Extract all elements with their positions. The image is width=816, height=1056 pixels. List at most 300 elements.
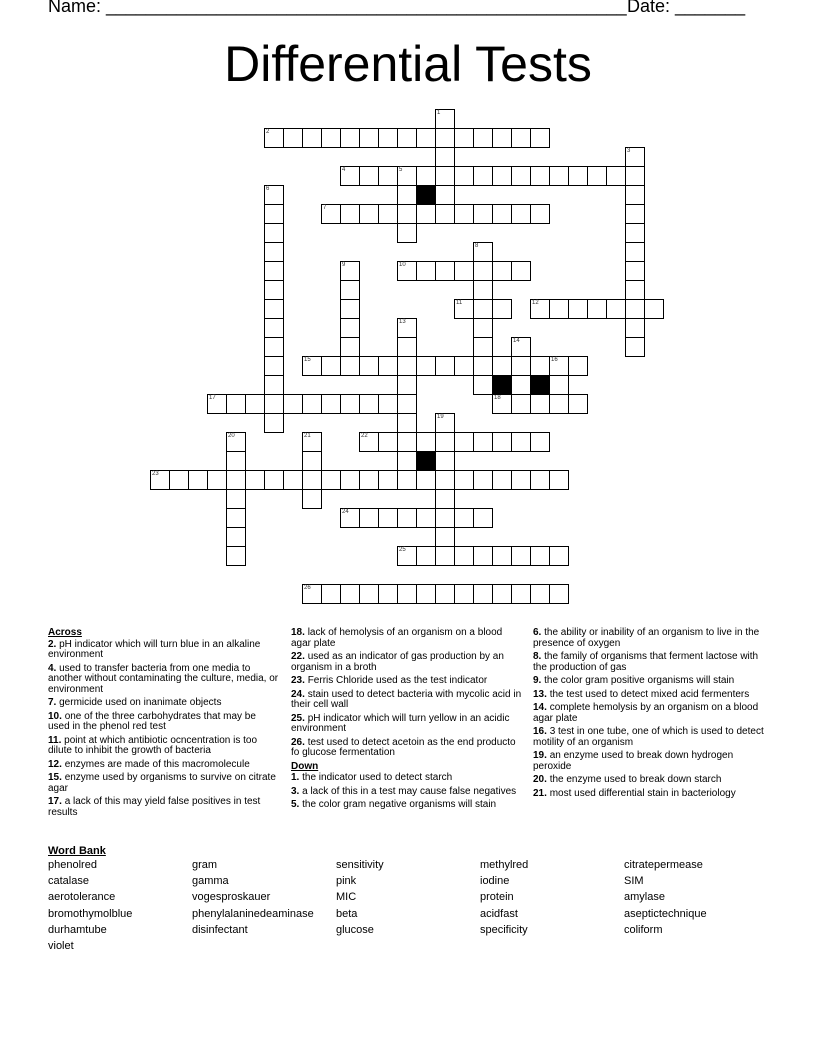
crossword-cell[interactable]	[492, 432, 512, 452]
crossword-cell[interactable]	[625, 280, 645, 300]
crossword-cell[interactable]	[568, 166, 588, 186]
clue-num: 1.	[291, 772, 300, 783]
crossword-cell[interactable]	[530, 166, 550, 186]
crossword-cell[interactable]	[435, 489, 455, 509]
clue-num: 10.	[48, 710, 62, 722]
clue-num: 9.	[533, 675, 542, 686]
clue-text: pH indicator which will turn yellow in an acidic environment	[291, 712, 510, 734]
clue-item	[48, 760, 280, 771]
date-field-label: Date: _______	[627, 0, 746, 16]
clue-text: the test used to detect mixed acid fermenters	[549, 688, 750, 700]
crossword-cell[interactable]	[473, 261, 493, 281]
clue-num: 25.	[291, 712, 305, 724]
crossword-cell[interactable]	[511, 337, 531, 357]
crossword-cell[interactable]	[397, 470, 417, 490]
crossword-cell[interactable]	[549, 546, 569, 566]
crossword-cell[interactable]	[511, 432, 531, 452]
crossword-cell[interactable]	[226, 470, 246, 490]
crossword-cell[interactable]	[321, 128, 341, 148]
crossword-cell[interactable]	[511, 546, 531, 566]
crossword-cell[interactable]	[226, 394, 246, 414]
crossword-cell[interactable]	[625, 204, 645, 224]
crossword-cell[interactable]	[378, 204, 398, 224]
crossword-cell[interactable]	[473, 318, 493, 338]
clue-num: 13.	[533, 688, 547, 700]
crossword-cell[interactable]	[530, 204, 550, 224]
crossword-cell[interactable]	[492, 128, 512, 148]
crossword-cell[interactable]	[511, 470, 531, 490]
clue-num: 12.	[48, 758, 62, 770]
clue-text: stain used to detect bacteria with mycolic acid in their cell wall	[291, 688, 522, 710]
clue-num: 5.	[291, 799, 300, 810]
clue-number: 21	[304, 433, 311, 439]
crossword-cell[interactable]	[397, 432, 417, 452]
crossword-cell[interactable]	[264, 242, 284, 262]
crossword-cell[interactable]	[435, 128, 455, 148]
crossword-cell[interactable]	[226, 432, 246, 452]
crossword-cell[interactable]	[416, 261, 436, 281]
clue-text: a lack of this in a test may cause false negatives	[302, 785, 517, 797]
word-bank-item: acidfast	[480, 907, 518, 920]
clue-item	[291, 676, 523, 687]
crossword-cell[interactable]	[359, 432, 379, 452]
crossword-cell[interactable]	[245, 470, 265, 490]
clues-column-2	[291, 628, 523, 814]
crossword-cell[interactable]	[397, 261, 417, 281]
word-bank-item: pink	[336, 875, 357, 888]
crossword-cell[interactable]	[321, 204, 341, 224]
crossword-cell[interactable]	[321, 356, 341, 376]
crossword-cell[interactable]	[359, 508, 379, 528]
crossword-cell[interactable]	[340, 394, 360, 414]
crossword-cell[interactable]	[454, 166, 474, 186]
clue-num: 22.	[291, 651, 305, 662]
crossword-cell[interactable]	[397, 451, 417, 471]
crossword-cell[interactable]	[397, 128, 417, 148]
crossword-cell[interactable]	[416, 546, 436, 566]
crossword-cell[interactable]	[397, 394, 417, 414]
clue-number: 13	[399, 319, 406, 325]
clue-number: 18	[494, 395, 501, 401]
crossword-cell[interactable]	[435, 166, 455, 186]
crossword-cell[interactable]	[359, 394, 379, 414]
clues-column-1	[48, 628, 280, 821]
crossword-cell[interactable]	[625, 147, 645, 167]
crossword-cell[interactable]	[378, 356, 398, 376]
crossword-cell[interactable]	[397, 356, 417, 376]
crossword-cell[interactable]	[340, 470, 360, 490]
word-bank-item: catalase	[48, 875, 89, 888]
crossword-cell[interactable]	[492, 394, 512, 414]
word-bank-item: MIC	[336, 891, 357, 904]
crossword-cell[interactable]	[454, 204, 474, 224]
crossword-cell[interactable]	[454, 546, 474, 566]
clue-text: used as an indicator of gas production by an organism in a broth	[291, 651, 504, 673]
crossword-cell[interactable]	[302, 394, 322, 414]
crossword-cell[interactable]	[226, 546, 246, 566]
crossword-cell[interactable]	[492, 356, 512, 376]
crossword-cell[interactable]	[473, 508, 493, 528]
crossword-cell[interactable]	[302, 584, 322, 604]
clue-number: 12	[532, 300, 539, 306]
crossword-cell[interactable]	[378, 394, 398, 414]
crossword-cell[interactable]	[530, 128, 550, 148]
word-bank-item: SIM	[624, 875, 644, 888]
crossword-cell[interactable]	[340, 356, 360, 376]
crossword-cell[interactable]	[511, 261, 531, 281]
clue-text: the family of organisms that ferment lactose with the production of gas	[533, 651, 759, 673]
clue-number: 3	[627, 148, 631, 154]
crossword-cell[interactable]	[397, 166, 417, 186]
crossword-cell[interactable]	[473, 432, 493, 452]
word-bank-item: disinfectant	[192, 923, 248, 936]
crossword-cell[interactable]	[435, 147, 455, 167]
clue-text: the color gram positive organisms will stain	[544, 675, 735, 686]
clue-number: 23	[152, 471, 159, 477]
crossword-cell[interactable]	[264, 223, 284, 243]
clue-item	[48, 698, 280, 709]
crossword-cell[interactable]	[264, 337, 284, 357]
crossword-cell[interactable]	[492, 204, 512, 224]
crossword-cell[interactable]	[264, 204, 284, 224]
word-bank	[48, 845, 768, 956]
clue-number: 15	[304, 357, 311, 363]
crossword-cell[interactable]	[473, 375, 493, 395]
clue-num: 16.	[533, 726, 547, 737]
clue-num: 21.	[533, 787, 547, 799]
crossword-cell[interactable]	[473, 204, 493, 224]
word-bank-item	[480, 940, 624, 956]
crossword-cell[interactable]	[169, 470, 189, 490]
crossword-cell[interactable]	[625, 299, 645, 319]
crossword-cell[interactable]	[435, 185, 455, 205]
word-bank-item: phenylalaninedeaminase	[192, 907, 314, 920]
crossword-cell[interactable]	[416, 470, 436, 490]
crossword-cell[interactable]	[473, 584, 493, 604]
crossword-cell[interactable]	[264, 375, 284, 395]
crossword-cell[interactable]	[587, 166, 607, 186]
clue-text: 3 test in one tube, one of which is used to detect motility of an organism	[533, 726, 764, 748]
crossword-cell[interactable]	[625, 318, 645, 338]
clue-text: used to transfer bacteria from one media to another without contaminating the culture, media, or environment	[48, 662, 279, 695]
crossword-cell[interactable]	[302, 128, 322, 148]
crossword-cell[interactable]	[511, 394, 531, 414]
crossword-cell[interactable]	[416, 204, 436, 224]
crossword-cell[interactable]	[378, 584, 398, 604]
crossword-cell[interactable]	[454, 470, 474, 490]
crossword-cell[interactable]	[473, 546, 493, 566]
clue-num: 7.	[48, 697, 57, 708]
clue-item	[291, 773, 523, 784]
crossword-cell[interactable]	[511, 356, 531, 376]
crossword-cell[interactable]	[340, 299, 360, 319]
word-bank-item: coliform	[624, 923, 663, 936]
clue-item	[48, 736, 280, 757]
crossword-cell[interactable]	[359, 166, 379, 186]
crossword-cell[interactable]	[568, 394, 588, 414]
crossword-cell[interactable]	[492, 166, 512, 186]
crossword-cell[interactable]	[378, 508, 398, 528]
crossword-cell[interactable]	[416, 432, 436, 452]
word-bank-item: gamma	[192, 875, 229, 888]
crossword-cell[interactable]	[302, 356, 322, 376]
crossword-cell[interactable]	[264, 470, 284, 490]
crossword-cell[interactable]	[606, 166, 626, 186]
word-bank-item: citratepermease	[624, 859, 703, 871]
word-bank-item: phenolred	[48, 859, 97, 871]
crossword-cell[interactable]	[435, 204, 455, 224]
crossword-cell[interactable]	[473, 280, 493, 300]
crossword-cell[interactable]	[511, 375, 531, 395]
crossword-cell[interactable]	[340, 280, 360, 300]
across-heading: Across	[48, 627, 82, 638]
clue-num: 8.	[533, 651, 542, 662]
word-bank-item: protein	[480, 891, 514, 904]
crossword-cell[interactable]	[302, 470, 322, 490]
crossword-cell[interactable]	[549, 394, 569, 414]
crossword-cell[interactable]	[435, 432, 455, 452]
crossword-cell[interactable]	[340, 261, 360, 281]
crossword-cell[interactable]	[435, 261, 455, 281]
word-bank-item: iodine	[480, 875, 510, 888]
crossword-cell[interactable]	[397, 337, 417, 357]
crossword-cell[interactable]	[625, 337, 645, 357]
crossword-cell[interactable]	[625, 242, 645, 262]
crossword-cell[interactable]	[226, 451, 246, 471]
clue-number: 8	[475, 243, 479, 249]
clue-item	[533, 676, 765, 687]
crossword-cell[interactable]	[397, 223, 417, 243]
crossword-cell[interactable]	[340, 166, 360, 186]
crossword-cell[interactable]	[264, 185, 284, 205]
clue-text: lack of hemolysis of an organism on a blood agar plate	[291, 627, 503, 649]
crossword-cell[interactable]	[435, 109, 455, 129]
clue-number: 24	[342, 509, 349, 515]
crossword-cell[interactable]	[378, 166, 398, 186]
crossword-cell[interactable]	[340, 128, 360, 148]
crossword-cell[interactable]	[473, 128, 493, 148]
crossword-cell[interactable]	[397, 546, 417, 566]
crossword-cell[interactable]	[340, 204, 360, 224]
crossword-cell[interactable]	[530, 432, 550, 452]
crossword-cell[interactable]	[340, 337, 360, 357]
crossword-cell[interactable]	[264, 261, 284, 281]
crossword-cell[interactable]	[397, 185, 417, 205]
crossword-cell[interactable]	[454, 508, 474, 528]
crossword-cell[interactable]	[359, 356, 379, 376]
crossword-cell[interactable]	[397, 584, 417, 604]
crossword-cell[interactable]	[511, 128, 531, 148]
crossword-cell[interactable]	[530, 394, 550, 414]
crossword-cell[interactable]	[340, 508, 360, 528]
crossword-cell[interactable]	[568, 356, 588, 376]
crossword-cell[interactable]	[397, 375, 417, 395]
crossword-cell[interactable]	[473, 242, 493, 262]
crossword-cell[interactable]	[264, 413, 284, 433]
crossword-cell[interactable]	[264, 318, 284, 338]
crossword-cell[interactable]	[492, 470, 512, 490]
word-bank-item: glucose	[336, 923, 374, 936]
crossword-cell[interactable]	[549, 356, 569, 376]
word-bank-item: beta	[336, 907, 358, 920]
crossword-cell[interactable]	[321, 584, 341, 604]
crossword-cell[interactable]	[492, 546, 512, 566]
name-field-label: Name: ____________________________________________________	[48, 0, 627, 16]
crossword-cell[interactable]	[625, 261, 645, 281]
crossword-cell[interactable]	[587, 299, 607, 319]
word-bank-item: vogesproskauer	[192, 891, 271, 904]
crossword-cell[interactable]	[511, 204, 531, 224]
crossword-cell[interactable]	[530, 546, 550, 566]
crossword-cell[interactable]	[511, 584, 531, 604]
clue-num: 18.	[291, 627, 305, 638]
crossword-cell[interactable]	[302, 432, 322, 452]
crossword-cell[interactable]	[283, 470, 303, 490]
crossword-cell[interactable]	[302, 489, 322, 509]
crossword-cell[interactable]	[283, 394, 303, 414]
crossword-cell[interactable]	[416, 508, 436, 528]
crossword-cell[interactable]	[625, 166, 645, 186]
clue-text: test used to detect acetoin as the end producto fo glucose fermentation	[291, 736, 516, 758]
crossword-cell[interactable]	[454, 261, 474, 281]
crossword-cell[interactable]	[340, 584, 360, 604]
crossword-cell[interactable]	[473, 470, 493, 490]
crossword-cell[interactable]	[530, 584, 550, 604]
crossword-cell[interactable]	[473, 299, 493, 319]
clue-text: the color gram negative organisms will stain	[302, 799, 497, 810]
crossword-cell[interactable]	[397, 204, 417, 224]
word-bank-item: durhamtube	[48, 923, 107, 936]
page-title: Differential Tests	[224, 36, 592, 92]
crossword-cell[interactable]	[492, 299, 512, 319]
crossword-cell[interactable]	[549, 375, 569, 395]
crossword-cell[interactable]	[378, 432, 398, 452]
crossword-cell[interactable]	[454, 356, 474, 376]
word-bank-item	[624, 940, 768, 956]
clue-number: 1	[437, 110, 441, 116]
crossword-cell[interactable]	[207, 394, 227, 414]
crossword-cell[interactable]	[359, 470, 379, 490]
crossword-cell[interactable]	[549, 299, 569, 319]
crossword-cell[interactable]	[416, 356, 436, 376]
crossword-cell[interactable]	[302, 451, 322, 471]
crossword-cell[interactable]	[454, 299, 474, 319]
clue-text: an enzyme used to break down hydrogen peroxide	[533, 750, 734, 772]
crossword-cell[interactable]	[245, 394, 265, 414]
clue-item	[48, 712, 280, 733]
crossword-cell[interactable]	[549, 470, 569, 490]
word-bank-heading: Word Bank	[48, 845, 106, 857]
crossword-cell[interactable]	[416, 166, 436, 186]
crossword-cell[interactable]	[150, 470, 170, 490]
crossword-cell[interactable]	[264, 356, 284, 376]
crossword-cell[interactable]	[226, 508, 246, 528]
crossword-cell[interactable]	[416, 584, 436, 604]
crossword-cell[interactable]	[264, 128, 284, 148]
clue-text: the indicator used to detect starch	[302, 772, 453, 783]
crossword-cell[interactable]	[549, 166, 569, 186]
clue-number: 2	[266, 129, 270, 135]
crossword-cell[interactable]	[435, 584, 455, 604]
crossword-cell[interactable]	[226, 489, 246, 509]
clue-num: 15.	[48, 772, 62, 783]
crossword-cell[interactable]	[606, 299, 626, 319]
crossword-cell[interactable]	[435, 527, 455, 547]
crossword-cell[interactable]	[530, 470, 550, 490]
crossword-cell[interactable]	[397, 318, 417, 338]
down-heading: Down	[291, 760, 319, 772]
crossword-cell[interactable]	[473, 337, 493, 357]
crossword-cell[interactable]	[549, 584, 569, 604]
crossword-cell[interactable]	[454, 432, 474, 452]
word-bank-item: specificity	[480, 923, 528, 936]
crossword-cell[interactable]	[435, 470, 455, 490]
crossword-cell[interactable]	[359, 204, 379, 224]
crossword-cell[interactable]	[340, 318, 360, 338]
crossword-cell[interactable]	[321, 470, 341, 490]
black-cell	[530, 375, 550, 395]
crossword-cell[interactable]	[454, 584, 474, 604]
word-bank-item: sensitivity	[336, 859, 384, 871]
crossword-cell[interactable]	[378, 128, 398, 148]
crossword-cell[interactable]	[397, 508, 417, 528]
word-bank-item: amylase	[624, 891, 665, 904]
clue-num: 11.	[48, 734, 62, 746]
clue-item	[291, 738, 523, 759]
clue-number: 20	[228, 433, 235, 439]
crossword-cell[interactable]	[416, 128, 436, 148]
crossword-cell[interactable]	[530, 299, 550, 319]
crossword-cell[interactable]	[625, 185, 645, 205]
crossword-cell[interactable]	[530, 356, 550, 376]
crossword-cell[interactable]	[492, 584, 512, 604]
crossword-cell[interactable]	[321, 394, 341, 414]
clue-text: most used differential stain in bacteriology	[549, 787, 736, 799]
crossword-cell[interactable]	[207, 470, 227, 490]
crossword-cell[interactable]	[435, 546, 455, 566]
crossword-cell[interactable]	[397, 413, 417, 433]
crossword-cell[interactable]	[188, 470, 208, 490]
crossword-cell[interactable]	[435, 451, 455, 471]
crossword-cell[interactable]	[378, 470, 398, 490]
crossword-cell[interactable]	[264, 280, 284, 300]
crossword-cell[interactable]	[359, 128, 379, 148]
word-bank-item: violet	[48, 939, 74, 952]
crossword-cell[interactable]	[473, 166, 493, 186]
crossword-cell[interactable]	[435, 413, 455, 433]
crossword-cell[interactable]	[435, 508, 455, 528]
crossword-cell[interactable]	[283, 128, 303, 148]
crossword-cell[interactable]	[492, 261, 512, 281]
crossword-cell[interactable]	[264, 394, 284, 414]
crossword-cell[interactable]	[625, 223, 645, 243]
black-cell	[416, 451, 436, 471]
crossword-cell[interactable]	[644, 299, 664, 319]
crossword-cell[interactable]	[435, 356, 455, 376]
crossword-cell[interactable]	[511, 166, 531, 186]
crossword-cell[interactable]	[473, 356, 493, 376]
clue-number: 25	[399, 547, 406, 553]
crossword-cell[interactable]	[226, 527, 246, 547]
clue-text: enzymes are made of this macromolecule	[64, 758, 250, 770]
crossword-cell[interactable]	[454, 128, 474, 148]
clue-number: 10	[399, 262, 406, 268]
crossword-cell[interactable]	[359, 584, 379, 604]
crossword-cell[interactable]	[264, 299, 284, 319]
clue-text: one of the three carbohydrates that may be used in the phenol red test	[48, 710, 256, 732]
clue-number: 14	[513, 338, 520, 344]
crossword-cell[interactable]	[568, 299, 588, 319]
